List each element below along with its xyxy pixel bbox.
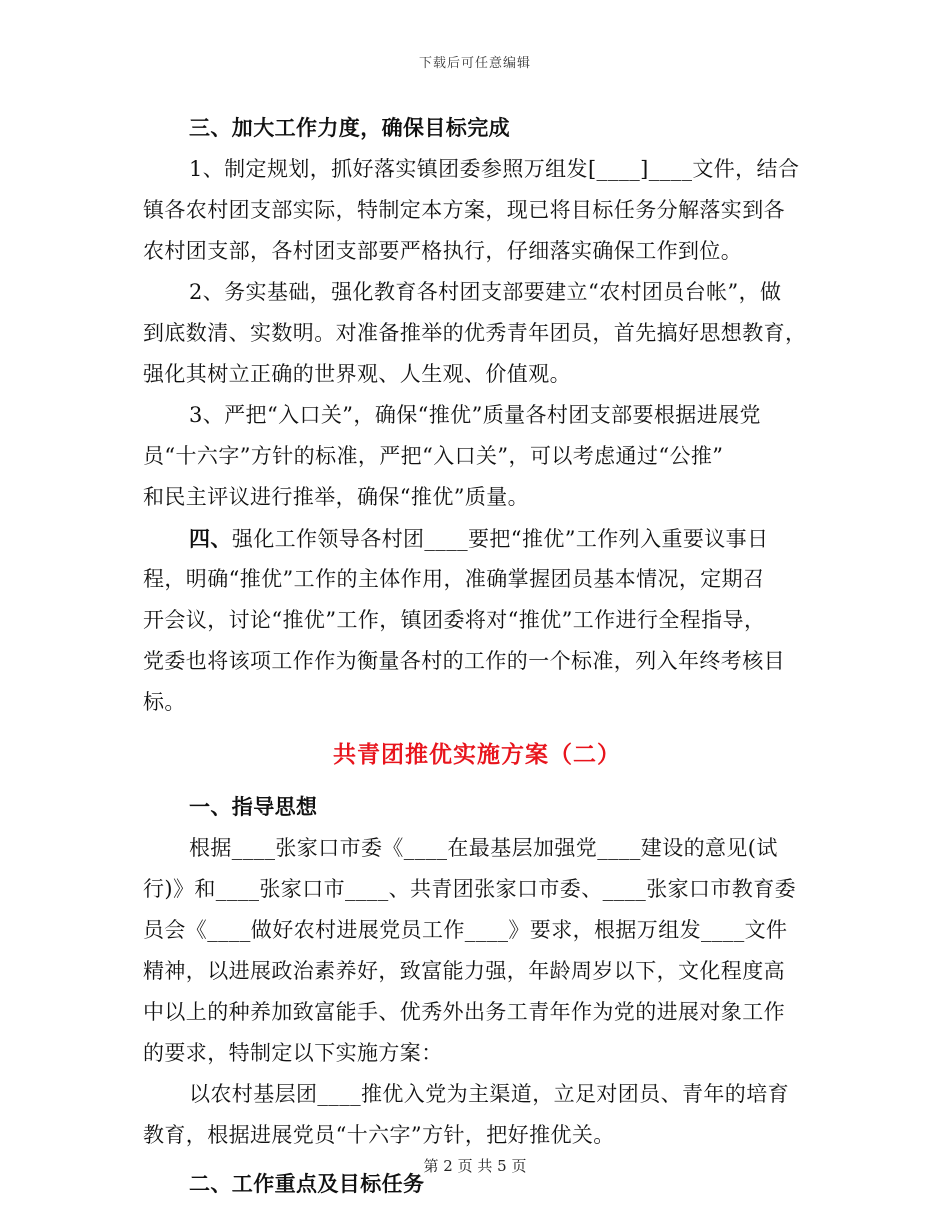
header-note: 下载后可任意编辑: [418, 56, 531, 71]
document-body: [143, 108, 811, 1205]
paragraph-line: 强化其树立正确的世界观、人生观、价值观。: [143, 362, 571, 386]
paragraph-line: 员会《____做好农村进展党员工作____》要求，根据万组发____文件: [143, 918, 788, 942]
paragraph-line: 开会议，讨论“推优”工作，镇团委将对“推优”工作进行全程指导，: [143, 608, 766, 632]
paragraph-line: 行)》和____张家口市____、共青团张家口市委、____张家口市教育委: [143, 877, 796, 901]
paragraph-line: [143, 518, 811, 559]
paragraph-line: 以农村基层团____推优入党为主渠道，立足对团员、青年的培育: [189, 1082, 789, 1106]
paragraph-line: 3、严把“入口关”，确保“推优”质量各村团支部要根据进展党: [189, 403, 761, 427]
page-footer: 第 2 页 共 5 页: [423, 1157, 527, 1175]
paragraph-line: 农村团支部，各村团支部要严格执行，仔细落实确保工作到位。: [143, 239, 743, 263]
paragraph-line: 员“十六字”方针的标准，严把“入口关”，可以考虑通过“公推”: [143, 444, 724, 468]
paragraph-line: 2、务实基础，强化教育各村团支部要建立“农村团员台帐”，做: [189, 280, 782, 304]
section-heading: 二、工作重点及目标任务: [189, 1172, 425, 1196]
item-lead: 四、: [189, 526, 232, 551]
paragraph-line: 的要求，特制定以下实施方案：: [143, 1041, 443, 1065]
paragraph-line: 中以上的种养加致富能手、优秀外出务工青年作为党的进展对象工作: [143, 1000, 785, 1024]
paragraph-line: 到底数清、实数明。对准备推举的优秀青年团员，首先搞好思想教育，: [143, 321, 807, 345]
item-text: 强化工作领导各村团____要把“推优”工作列入重要议事日: [231, 527, 769, 551]
section-heading: 三、加大工作力度，确保目标完成: [189, 116, 510, 140]
paragraph-line: 标。: [143, 690, 186, 714]
document-title: 共青团推优实施方案（二）: [333, 742, 621, 768]
paragraph-line: 党委也将该项工作作为衡量各村的工作的一个标准，列入年终考核目: [143, 649, 785, 673]
paragraph-line: 和民主评议进行推举，确保“推优”质量。: [143, 485, 530, 509]
paragraph-line: 程，明确“推优”工作的主体作用，准确掌握团员基本情况，定期召: [143, 567, 765, 591]
paragraph-line: 镇各农村团支部实际，特制定本方案，现已将目标任务分解落实到各: [143, 198, 785, 222]
paragraph-line: 教育，根据进展党员“十六字”方针，把好推优关。: [143, 1123, 615, 1147]
paragraph-line: 根据____张家口市委《____在最基层加强党____建设的意见(试: [189, 836, 778, 860]
section-heading: 一、指导思想: [189, 795, 318, 819]
paragraph-line: 1、制定规划，抓好落实镇团委参照万组发[____]____文件，结合: [189, 157, 800, 181]
paragraph-line: 精神，以进展政治素养好，致富能力强，年龄周岁以下，文化程度高: [143, 959, 785, 983]
